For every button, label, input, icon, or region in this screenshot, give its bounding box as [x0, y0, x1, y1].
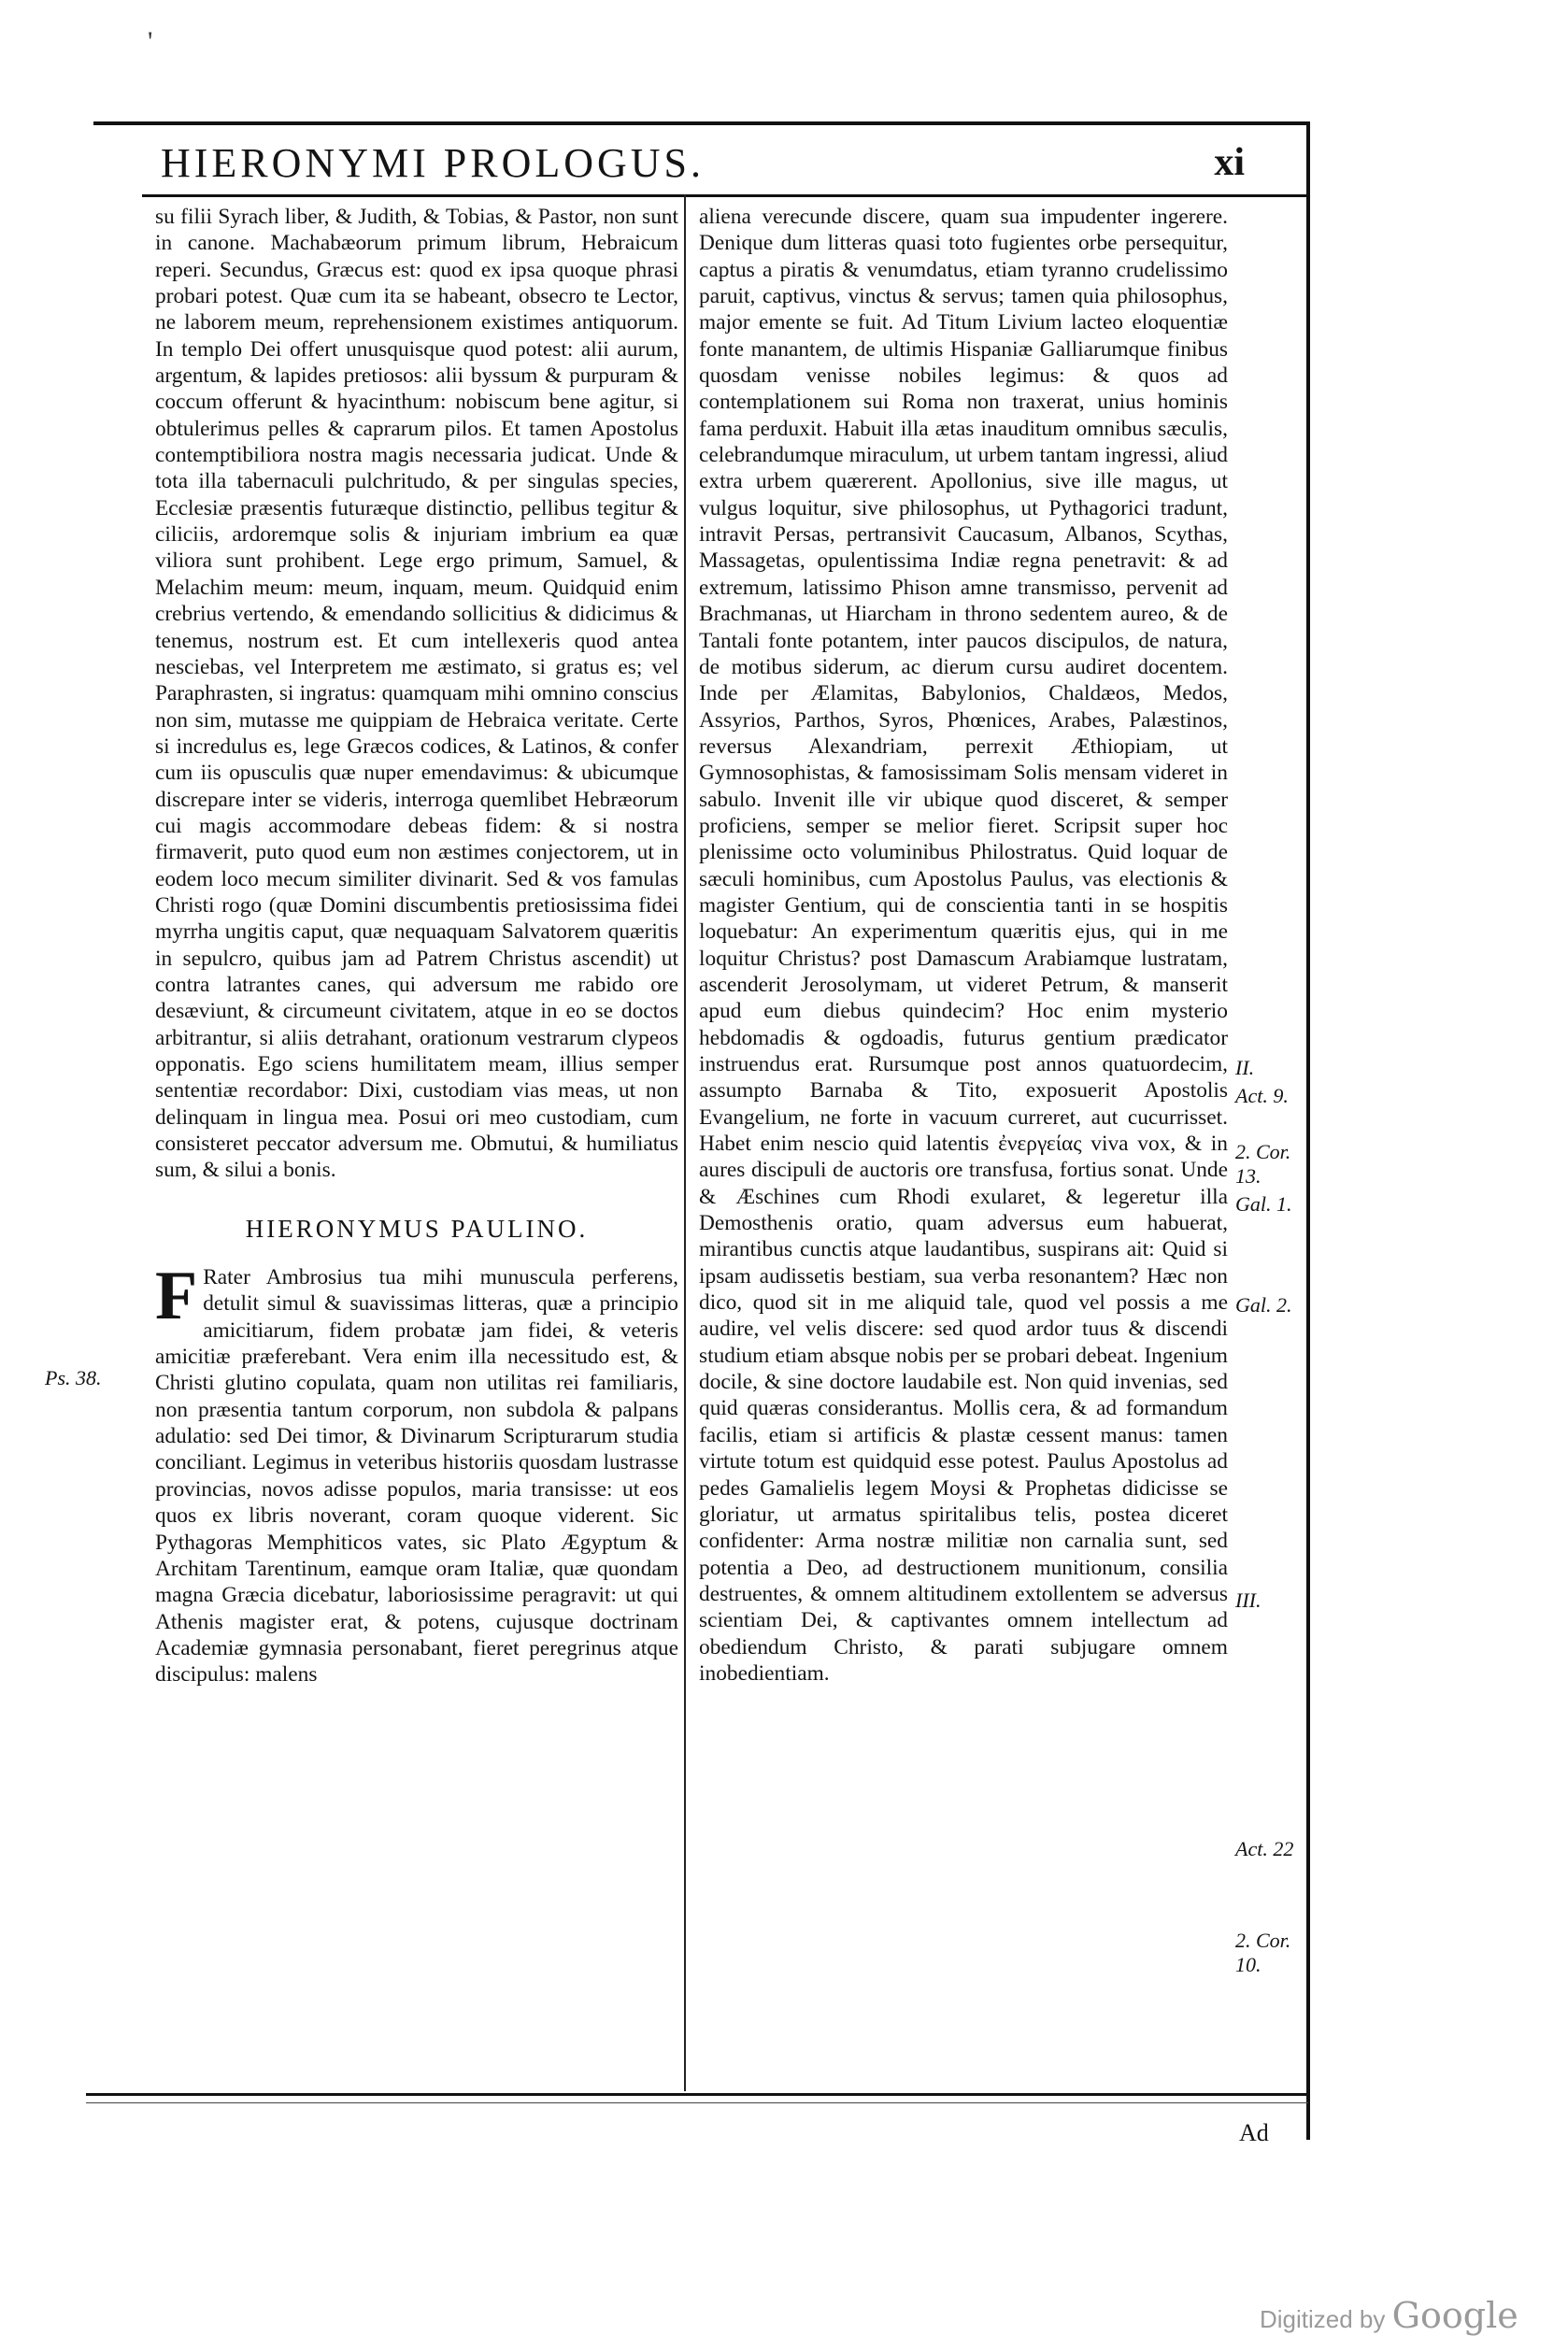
left-paragraph-2	[155, 1258, 678, 1688]
page-frame	[86, 101, 1310, 2147]
left-column	[155, 204, 678, 1688]
stray-mark: '	[148, 26, 153, 57]
header-rule	[142, 194, 1308, 197]
catchword: Ad	[1239, 2119, 1269, 2146]
left-paragraph-1: su filii Syrach liber, & Judith, & Tobias, & Pastor, non sunt in canone. Machabæorum primum librum, Hebraicum reperi. Secundus, Græcus est: quod ex ipsa quoque phrasi probari potest. Quæ cum ita se habeant, obsecro te Lector, ne laborem meum, reprehensionem existimes antiquorum. In templo Dei offert unusquisque quod potest: alii aurum, argentum, & lapides pretiosos: alii byssum & purpuram & coccum offerunt & hyacinthum: nobiscum bene agitur, si obtulerimus pelles & caprarum pilos. Et tamen Apostolus contemptibiliora nostra magis necessaria judicat. Unde & tota illa tabernaculi pulchritudo, & per singulas species, Ecclesiæ præsentis futuræque distinctio, pellibus tegitur & ciliciis, ardoremque solis & injuriam imbrium ea quæ viliora sunt prohibent. Lege ergo primum, Samuel, & Melachim meum: meum, inquam, meum. Quidquid enim crebrius vertendo, & emendando sollicitius & didicimus & tenemus, nostrum est. Et cum intellexeris quod antea nesciebas, vel Interpretem me æstimato, si gratus es; vel Paraphrasten, si ingratus: quamquam mihi omnino conscius non sim, mutasse me quippiam de Hebraica veritate. Certe si incredulus es, lege Græcos codices, & Latinos, & confer cum iis opusculis quæ nuper emendavimus: & ubicumque discrepare inter se videris, interroga quemlibet Hebræorum cui magis accommodare debeas fidem: & si nostra firmaverit, puto quod eum non æstimes conjectorem, ut in eodem loco mecum similiter divinarit. Sed & vos famulas Christi rogo (quæ Domini discumbentis pretiosissima fidei myrrha ungitis caput, quæ nequaquam Salvatorem quæritis in sepulcro, quibus jam ad Patrem Christus ascendit) ut contra latrantes canes, qui adversum me rabido ore desæviunt, & circumeunt civitatem, atque in eo se doctos arbitrantur, si aliis detrahant, orationum vestrarum clypeos opponatis. Ego sciens humilitatem meam, illius semper sententiæ recordabor: Dixi, custodiam vias meas, ut non delinquam in lingua mea. Posui ori meo custodiam, cum consisteret peccator adversum me. Obmutui, & humiliatus sum, & silui a bonis.	[155, 205, 678, 1183]
margin-note-act22: Act. 22	[1235, 1837, 1294, 1860]
margin-note-2cor13: 2. Cor. 13.	[1235, 1140, 1291, 1188]
running-title: HIERONYMI PROLOGUS.	[161, 139, 706, 186]
right-paragraph-1: aliena verecunde discere, quam sua impudenter ingerere. Denique dum litteras quasi toto fugientes orbe persequitur, captus a piratis & venumdatus, etiam tyranno crudelissimo paruit, captivus, vinctus & servus; tamen quia philosophus, major emente se fuit. Ad Titum Livium lacteo eloquentiæ fonte manantem, de ultimis Hispaniæ Galliarumque finibus quosdam venisse nobiles legimus: & quos ad contemplationem sui Roma non traxerat, unius hominis fama perduxit. Habuit illa ætas inauditum omnibus sæculis, celebrandumque miraculum, ut urbem tantam ingressi, aliud extra urbem quærerent. Apollonius, sive ille magus, ut vulgus loquitur, sive philosophus, ut Pythagorici tradunt, intravit Persas, pertransivit Caucasum, Albanos, Scythas, Massagetas, opulentissima Indiæ regna penetravit: & ad extremum, latissimo Phison amne transmisso, pervenit ad Brachmanas, ut Hiarcham in throno sedentem aureo, & de Tantali fonte potantem, inter paucos discipulos, de natura, de motibus siderum, ac dierum cursu audiret docentem. Inde per Ælamitas, Babylonios, Chaldæos, Medos, Assyrios, Parthos, Syros, Phœnices, Arabes, Palæstinos, reversus Alexandriam, perrexit Æthiopiam, ut Gymnosophistas, & famosissimam Solis mensam videret in sabulo. Invenit ille vir ubique quod disceret, & semper proficiens, semper se melior fieret. Scripsit super hoc plenissime octo voluminibus Philostratus. Quid loquar de sæculi hominibus, cum Apostolus Paulus, vas electionis & magister Gentium, qui de conscientia tanti in se hospitis loquebatur: An experimentum quæritis ejus, qui in me loquitur Christus? post Damascum Arabiamque lustratam, ascenderit Jerosolymam, ut videret Petrum, & manserit apud eum diebus quindecim? Hoc enim mysterio hebdomadis & ogdoadis, futurus gentium prædicator instruendus erat. Rursumque post annos quatuordecim, assumpto Barnaba & Tito, exposuerit Apostolis Evangelium, ne forte in vacuum curreret, aut cucurrisset. Habet enim nescio quid latentis ἐνεργείας viva vox, & in aures discipuli de auctoris ore transfusa, fortius sonat. Unde & Æschines cum Rhodi exularet, & legeretur illa Demosthenis oratio, quam adversus eum habuerat, mirantibus cunctis atque laudantibus, suspirans ait: Quid si ipsam audissetis bestiam, sua verba resonantem? Hæc non dico, quod sit in me aliquid tale, quod vel possis a me audire, vel velis discere: sed quod ardor tuus & discendi studium etiam absque nobis per se probari debeat. Ingenium docile, & sine doctore laudabile est. Non quid invenias, sed quid quæras considerantus. Mollis cera, & ad formandum facilis, etiam si artificis & plastæ cessent manus: tamen virtute totum est quidquid esse potest. Paulus Apostolus ad pedes Gamalielis legem Moysi & Prophetas didicisse se gloriatur, ut armatus spiritalibus telis, postea diceret confidenter: Arma nostræ militiæ non carnalia sunt, sed potentia a Deo, ad destructionem munitionum, consilia destruentes, & omnem altitudinem extollentem se adversus scientiam Dei, & captivantes omnem intellectum ad obediendum Christo, & parati subjugare omnem inobedientiam.	[699, 205, 1228, 1686]
left-paragraph-2-text: Rater Ambrosius tua mihi munuscula perferens, detulit simul & suavissimas litteras, quæ a principio amicitiarum, fidem probatæ jam fidei, & veteris amicitiæ præferebant. Vera enim illa necessitudo est, & Christi glutino copulata, quam non utilitas rei familiaris, non præsentia tantum corporum, non subdola & palpans adulatio: sed Dei timor, & Divinarum Scripturarum studia conciliant. Legimus in veteribus historiis quosdam lustrasse provincias, novos adisse populos, maria transisse: ut eos quos ex libris noverant, coram quoque viderent. Sic Pythagoras Memphiticos vates, sic Plato Ægyptum & Architam Tarentinum, eamque oram Italiæ, quæ quondam magna Græcia dicebatur, laboriosissime peragravit: ut qui Athenis magister erat, & potens, cujusque doctrinam Academiæ gymnasia personabant, fieret peregrinus atque discipulus: malens	[155, 1265, 678, 1688]
margin-note-ii: II.	[1235, 1056, 1255, 1079]
digitized-watermark	[1260, 2295, 1518, 2336]
column-divider	[684, 194, 686, 2091]
section-heading: HIERONYMUS PAULINO.	[245, 1214, 589, 1243]
running-header	[161, 135, 1245, 191]
right-column	[699, 204, 1228, 1687]
margin-note-2cor10: 2. Cor. 10.	[1235, 1929, 1291, 1976]
bottom-rule-thin	[86, 2102, 1308, 2103]
bottom-rule	[86, 2093, 1308, 2096]
margin-note-iii: III.	[1235, 1588, 1262, 1612]
drop-cap: F	[155, 1258, 198, 1335]
watermark-prefix: Digitized by	[1260, 2305, 1386, 2333]
margin-note-gal2: Gal. 2.	[1235, 1293, 1292, 1317]
margin-note-ps38: Ps. 38.	[45, 1366, 102, 1389]
margin-note-gal1: Gal. 1.	[1235, 1192, 1292, 1216]
page-number: xi	[1214, 141, 1245, 184]
top-rule	[93, 121, 1310, 125]
margin-note-act9: Act. 9.	[1235, 1084, 1289, 1107]
google-logo: Google	[1391, 2295, 1518, 2336]
